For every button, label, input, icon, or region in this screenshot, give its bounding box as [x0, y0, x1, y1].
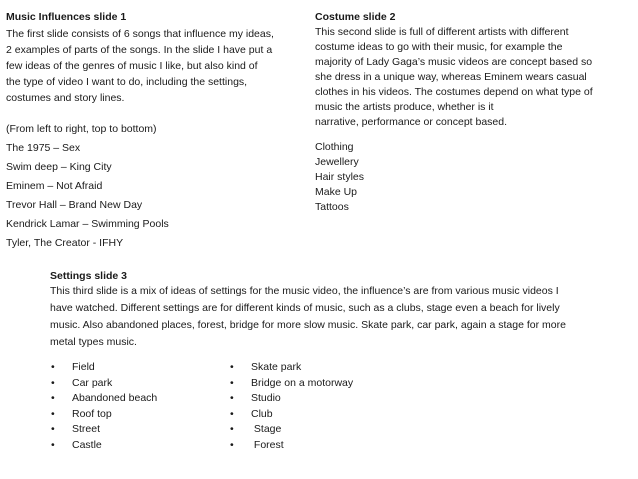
bullet-icon: •: [230, 361, 234, 373]
paragraph-line: This third slide is a mix of ideas of settings for the music video, the influence’s are from various music videos I: [50, 285, 559, 297]
bullet-icon: •: [51, 407, 55, 420]
bullet-icon: •: [51, 423, 55, 435]
bullet-icon: •: [230, 438, 234, 451]
costume-item: Clothing: [315, 141, 354, 153]
bullet-icon: •: [51, 392, 55, 404]
list-item: [229, 422, 409, 438]
song-item: Tyler, The Creator - IFHY: [6, 237, 124, 249]
paragraph-line: The first slide consists of 6 songs that influence my ideas,: [6, 28, 274, 40]
list-item-label: Skate park: [251, 361, 302, 373]
list-item-label: Street: [72, 423, 101, 435]
list-item-label: Castle: [72, 438, 102, 451]
settings-list-right: [229, 360, 409, 453]
paragraph-line: few ideas of the genres of music I like, but also kind of: [6, 60, 258, 72]
paragraph-line: the type of video I want to do, including the settings,: [6, 76, 248, 88]
song-item: Swim deep – King City: [6, 161, 112, 173]
costume-item-list: [315, 140, 615, 215]
list-item: [50, 422, 200, 438]
list-item: [229, 438, 409, 454]
paragraph-line: narrative, performance or concept based.: [315, 116, 508, 128]
list-item: [229, 360, 409, 376]
list-item: [50, 391, 200, 407]
paragraph-line: she dress in a unique way, whereas Eminem wears casual: [315, 71, 587, 83]
list-item: [50, 360, 200, 376]
bullet-icon: •: [51, 438, 55, 451]
paragraph-line: 2 examples of parts of the songs. In the slide I have put a: [6, 44, 273, 56]
list-item: [50, 438, 200, 454]
bullet-icon: •: [51, 361, 55, 373]
paragraph-line: music. Also abandoned places, forest, bridge for more slow music. Skate park, car park, again a stage for more: [50, 319, 566, 331]
costume-item: Hair styles: [315, 171, 365, 183]
order-note: (From left to right, top to bottom): [6, 123, 157, 135]
bullet-icon: •: [230, 423, 234, 435]
paragraph-line: costumes and story lines.: [6, 92, 125, 104]
settings-section: [50, 269, 620, 351]
bullet-icon: •: [230, 392, 234, 404]
paragraph-line: clothes in his videos. The costumes depend on what type of: [315, 86, 593, 98]
list-item-label: Stage: [251, 423, 282, 435]
list-item-label: Forest: [251, 438, 284, 451]
list-item-label: Studio: [251, 392, 281, 404]
costume-heading: Costume slide 2: [315, 11, 396, 23]
bullet-icon: •: [230, 376, 234, 389]
music-influences-section: [6, 10, 302, 253]
list-item: [229, 407, 409, 423]
paragraph-line: costume ideas to go with their music, for example the: [315, 41, 563, 53]
list-item: [229, 391, 409, 407]
settings-paragraph: [50, 283, 620, 351]
song-list: [6, 139, 302, 253]
costume-section: [315, 10, 615, 215]
settings-heading: Settings slide 3: [50, 270, 128, 282]
bullet-icon: •: [51, 376, 55, 389]
song-item: The 1975 – Sex: [6, 142, 81, 154]
music-influences-heading: Music Influences slide 1: [6, 11, 127, 23]
paragraph-line: metal types music.: [50, 336, 137, 348]
paragraph-line: This second slide is full of different artists with different: [315, 26, 569, 38]
list-item: [50, 407, 200, 423]
list-item: [229, 376, 409, 392]
costume-item: Tattoos: [315, 201, 349, 213]
list-item-label: Bridge on a motorway: [251, 376, 354, 389]
paragraph-line: majority of Lady Gaga’s music videos are concept based so: [315, 56, 593, 68]
list-item-label: Car park: [72, 376, 113, 389]
list-item-label: Club: [251, 407, 273, 420]
costume-paragraph: [315, 25, 615, 130]
costume-item: Jewellery: [315, 156, 359, 168]
paragraph-line: music the artists produce, whether is it: [315, 101, 494, 113]
list-item: [50, 376, 200, 392]
costume-item: Make Up: [315, 186, 358, 198]
list-item-label: Abandoned beach: [72, 392, 158, 404]
list-item-label: Field: [72, 361, 95, 373]
music-influences-paragraph: [6, 26, 302, 106]
bullet-icon: •: [230, 407, 234, 420]
song-item: Kendrick Lamar – Swimming Pools: [6, 218, 169, 230]
song-item: Trevor Hall – Brand New Day: [6, 199, 143, 211]
settings-list-left: [50, 360, 200, 453]
paragraph-line: have watched. Different settings are for different kinds of music, such as a clubs, stage even a beach for lively: [50, 302, 560, 314]
list-item-label: Roof top: [72, 407, 112, 420]
song-item: Eminem – Not Afraid: [6, 180, 103, 192]
